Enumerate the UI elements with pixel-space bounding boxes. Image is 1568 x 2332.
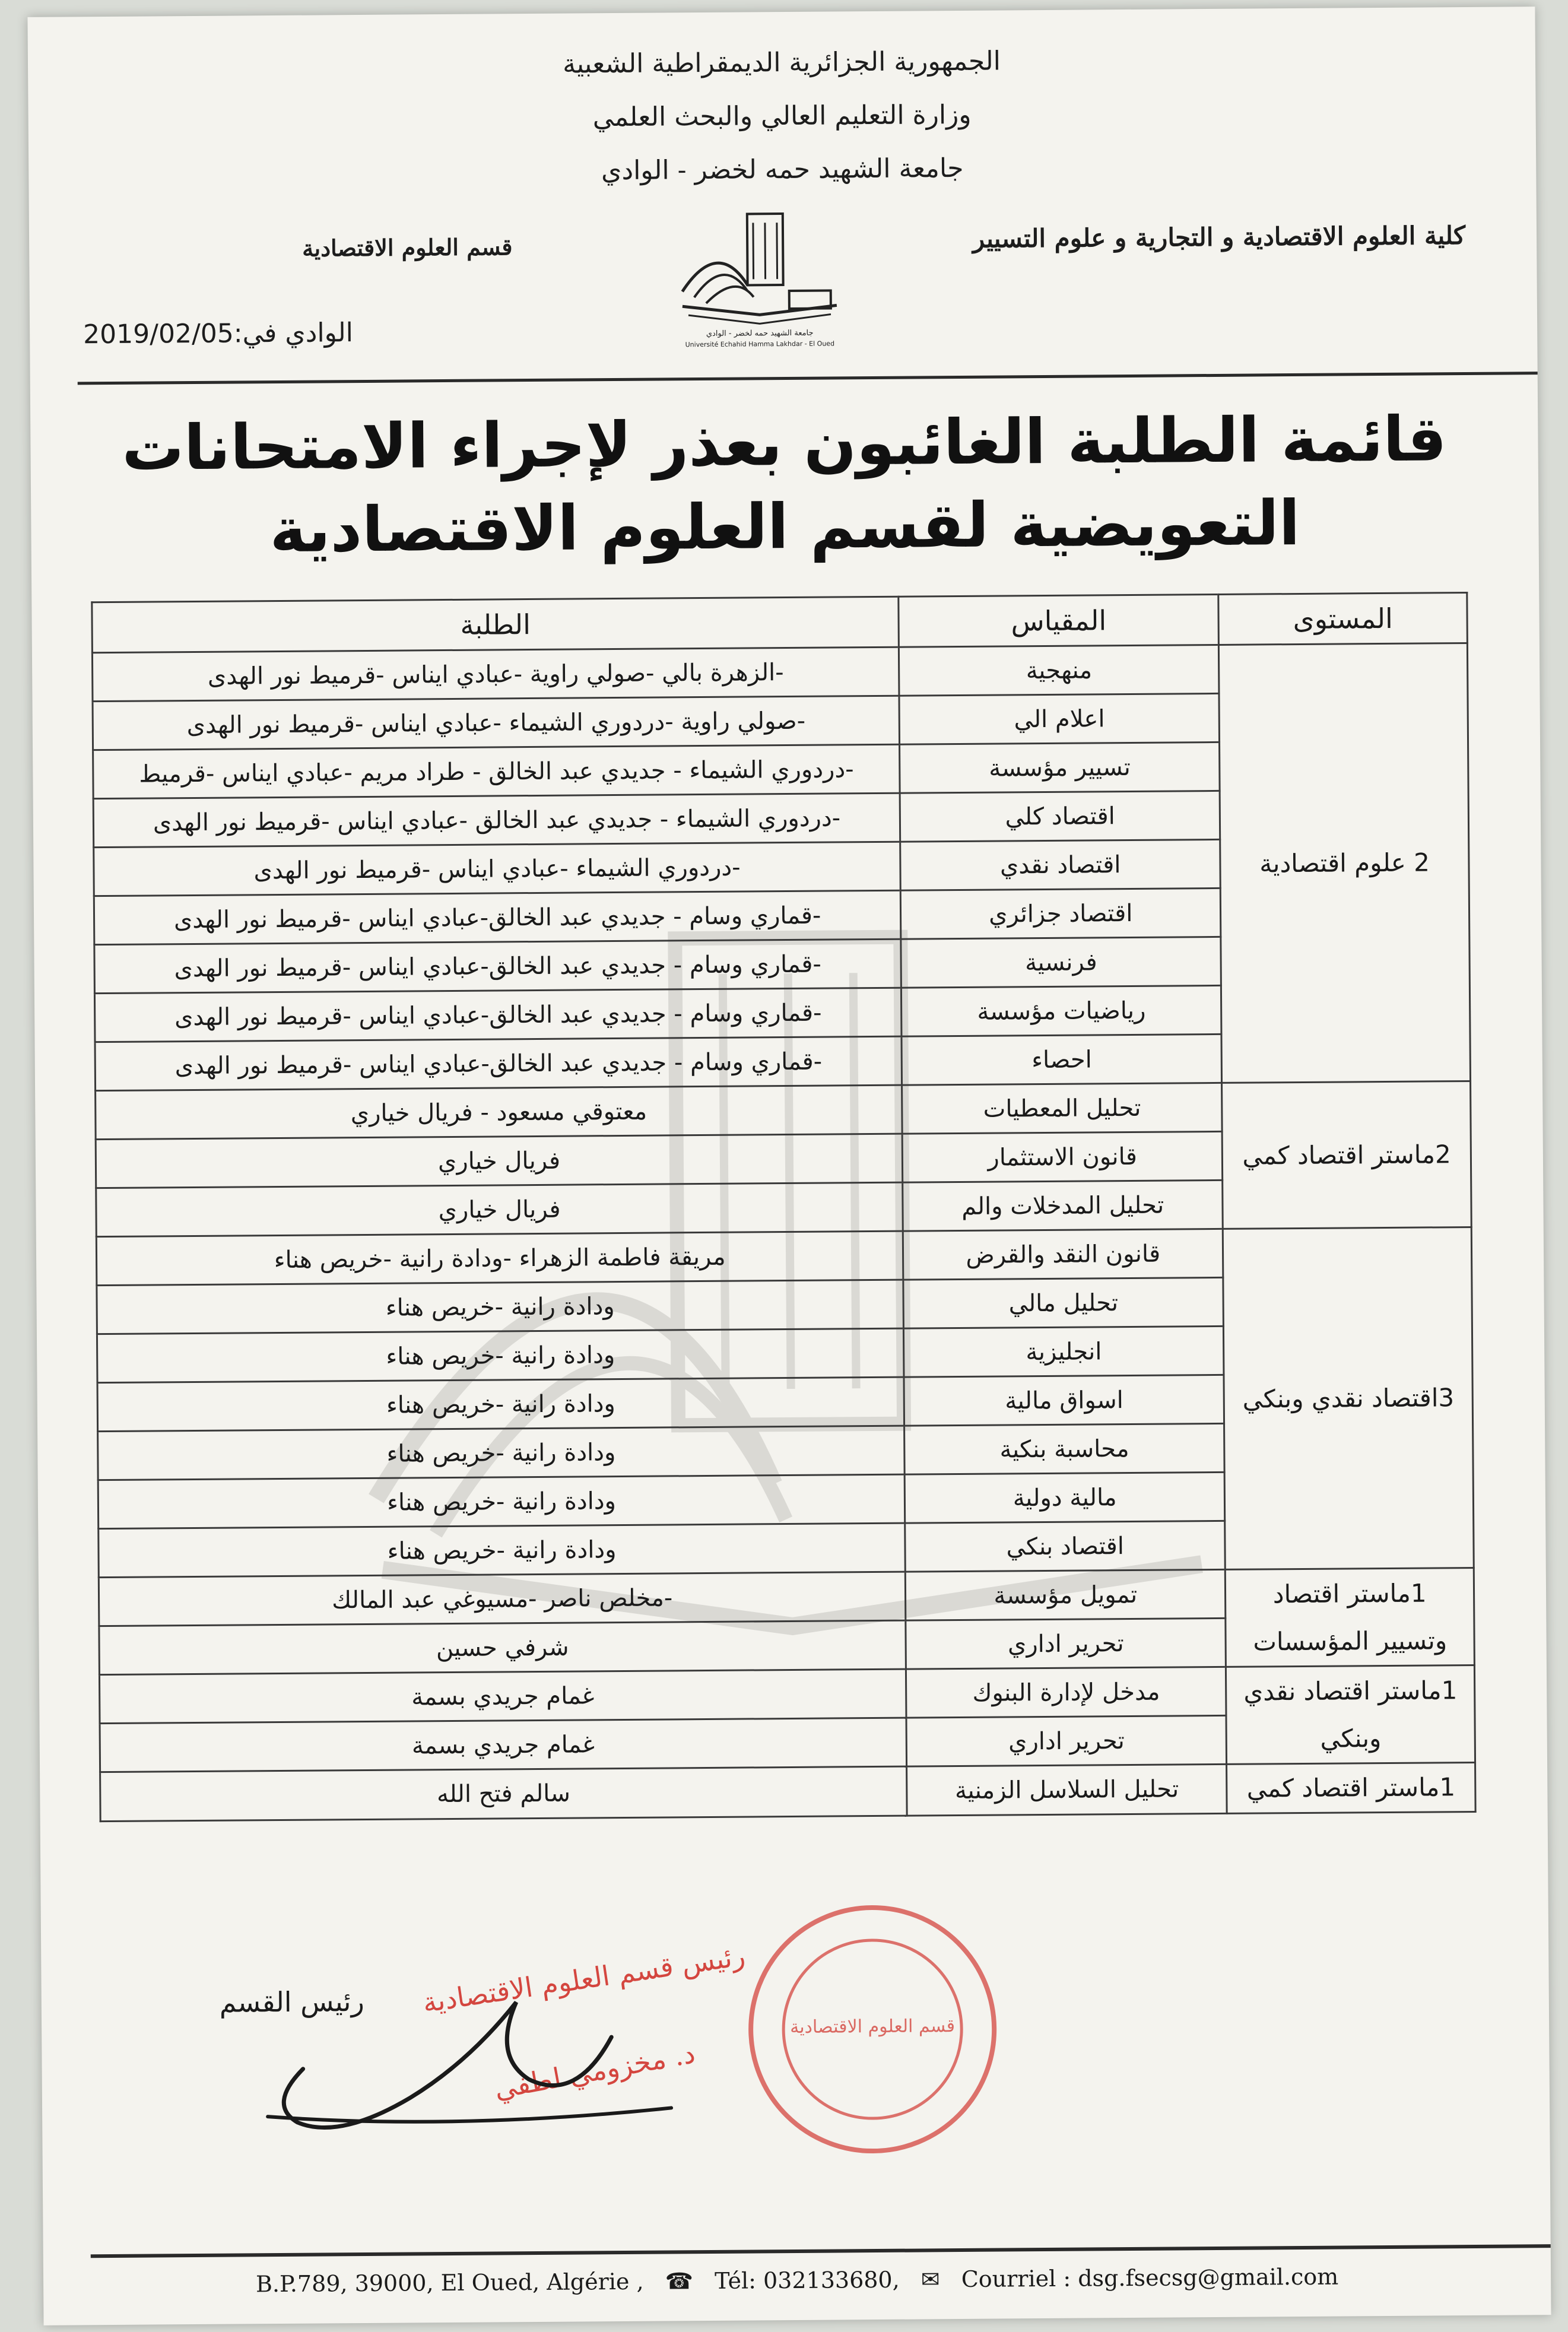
module-cell: تحليل مالي xyxy=(903,1277,1224,1328)
students-cell: ودادة رانية -خريص هناء xyxy=(99,1523,906,1577)
students-cell: معتوقي مسعود - فريال خياري xyxy=(96,1085,903,1139)
phone-icon: ☎ xyxy=(665,2268,694,2295)
level-cell: 1ماستر اقتصاد كمي xyxy=(1227,1762,1475,1813)
students-cell: فريال خياري xyxy=(96,1134,903,1188)
students-cell: -قماري وسام - جديدي عبد الخالق-عبادي ايناس -قرميط نور الهدى xyxy=(95,1036,902,1090)
module-cell: تحرير اداري xyxy=(906,1618,1226,1669)
students-cell: غمام جريدي بسمة xyxy=(99,1669,906,1723)
module-cell: اقتصاد نقدي xyxy=(900,839,1221,890)
round-stamp-text: قسم العلوم الاقتصادية xyxy=(790,2016,956,2038)
absent-students-table xyxy=(91,592,1476,1822)
module-cell: محاسبة بنكية xyxy=(904,1423,1225,1474)
footer-email: Courriel : dsg.fsecsg@gmail.com xyxy=(961,2263,1339,2293)
students-cell: -دردوري الشيماء - جديدي عبد الخالق -عبادي ايناس -قرميط نور الهدى xyxy=(93,793,900,847)
module-cell: منهجية xyxy=(899,645,1220,696)
table-row xyxy=(96,1081,1471,1139)
module-cell: اقتصاد كلي xyxy=(900,791,1220,842)
table-row xyxy=(92,643,1468,702)
header-faculty: كلية العلوم الاقتصادية و التجارية و علوم التسيير xyxy=(972,221,1466,253)
footer-rule xyxy=(91,2244,1551,2258)
table-row xyxy=(99,1665,1475,1723)
students-cell: مريقة فاطمة الزهراء -ودادة رانية -خريص هناء xyxy=(96,1231,903,1285)
footer-address: B.P.789, 39000, El Oued, Algérie , xyxy=(255,2268,644,2298)
module-cell: انجليزية xyxy=(904,1326,1224,1377)
module-cell: تسيير مؤسسة xyxy=(900,742,1220,793)
students-cell: فريال خياري xyxy=(96,1182,903,1236)
students-cell: -مخلص ناصر -مسيوغي عبد المالك xyxy=(99,1572,906,1626)
table-row xyxy=(99,1568,1474,1626)
module-cell: اسواق مالية xyxy=(904,1375,1224,1426)
module-cell: تحليل المعطيات xyxy=(902,1083,1223,1134)
header-department: قسم العلوم الاقتصادية xyxy=(302,233,513,262)
signature-title: رئيس القسم xyxy=(219,1985,364,2019)
level-cell: 1ماستر اقتصاد وتسيير المؤسسات xyxy=(1226,1568,1475,1667)
students-cell: -صولي راوية -دردوري الشيماء -عبادي ايناس -قرميط نور الهدى xyxy=(93,696,900,750)
module-cell: اعلام الي xyxy=(899,693,1220,744)
students-cell: ودادة رانية -خريص هناء xyxy=(97,1280,904,1334)
students-cell: شرفي حسين xyxy=(99,1620,906,1674)
level-cell: 3اقتصاد نقدي وبنكي xyxy=(1223,1227,1474,1569)
email-icon: ✉ xyxy=(921,2266,940,2293)
header-rule xyxy=(78,372,1538,385)
title-line-1: قائمة الطلبة الغائبون بعذر لإجراء الامتحانات xyxy=(122,402,1447,484)
level-cell: 1ماستر اقتصاد نقدي وبنكي xyxy=(1226,1665,1475,1764)
module-cell: قانون النقد والقرض xyxy=(903,1229,1223,1280)
students-cell: -قماري وسام - جديدي عبد الخالق-عبادي ايناس -قرميط نور الهدى xyxy=(94,988,902,1042)
module-cell: احصاء xyxy=(902,1034,1222,1085)
module-cell: تمويل مؤسسة xyxy=(905,1569,1226,1620)
table-header-row xyxy=(92,593,1468,653)
module-cell: تحليل السلاسل الزمنية xyxy=(907,1764,1227,1816)
document-page xyxy=(27,7,1551,2325)
table-row xyxy=(100,1762,1476,1821)
round-stamp xyxy=(741,1898,1004,2161)
module-cell: قانون الاستثمار xyxy=(902,1131,1223,1182)
students-cell: -قماري وسام - جديدي عبد الخالق-عبادي ايناس -قرميط نور الهدى xyxy=(94,939,902,993)
header-students: الطلبة xyxy=(92,597,899,652)
module-cell: اقتصاد جزائري xyxy=(900,888,1221,939)
module-cell: فرنسية xyxy=(901,937,1221,988)
students-cell: ودادة رانية -خريص هناء xyxy=(98,1426,905,1480)
module-cell: تحليل المدخلات والم xyxy=(903,1180,1223,1231)
stamp-title: رئيس قسم العلوم الاقتصادية xyxy=(420,1939,747,2019)
students-cell: -الزهرة بالي -صولي راوية -عبادي ايناس -قرميط نور الهدى xyxy=(92,647,899,701)
module-cell: مالية دولية xyxy=(904,1472,1225,1523)
module-cell: تحرير اداري xyxy=(906,1715,1227,1766)
stamp-name: د. مخزومي لطفي xyxy=(491,2036,698,2105)
header-module: المقياس xyxy=(899,594,1219,647)
title-line-2: التعويضية لقسم العلوم الاقتصادية xyxy=(269,486,1300,567)
module-cell: رياضيات مؤسسة xyxy=(902,985,1222,1036)
level-cell: 2 علوم اقتصادية xyxy=(1219,643,1471,1083)
students-cell: غمام جريدي بسمة xyxy=(100,1718,907,1772)
module-cell: اقتصاد بنكي xyxy=(905,1521,1226,1572)
document-date: الوادي في:2019/02/05 xyxy=(83,318,354,350)
header-university: جامعة الشهيد حمه لخضر - الوادي xyxy=(601,153,964,186)
footer-phone: Tél: 032133680, xyxy=(714,2266,900,2294)
university-logo xyxy=(670,201,849,351)
footer xyxy=(43,2262,1551,2299)
module-cell: مدخل لإدارة البنوك xyxy=(906,1667,1227,1718)
table-row xyxy=(96,1227,1472,1285)
students-cell: -دردوري الشيماء -عبادي ايناس -قرميط نور الهدى xyxy=(94,842,901,896)
students-cell: ودادة رانية -خريص هناء xyxy=(98,1474,905,1528)
header-level: المستوى xyxy=(1218,593,1467,645)
level-cell: 2ماستر اقتصاد كمي xyxy=(1222,1081,1471,1229)
students-cell: ودادة رانية -خريص هناء xyxy=(97,1377,904,1431)
students-cell: -قماري وسام - جديدي عبد الخالق-عبادي ايناس -قرميط نور الهدى xyxy=(94,890,901,944)
header-ministry: وزارة التعليم العالي والبحث العلمي xyxy=(592,99,972,133)
header-republic: الجمهورية الجزائرية الديمقراطية الشعبية xyxy=(562,46,1001,80)
students-cell: -دردوري الشيماء - جديدي عبد الخالق - طراد مريم -عبادي ايناس -قرميط xyxy=(93,744,900,798)
students-cell: سالم فتح الله xyxy=(100,1766,907,1821)
logo-caption: جامعة الشهيد حمه لخضر - الوادي xyxy=(706,328,814,338)
logo-caption-fr: Université Echahid Hamma Lakhdar - El Oued xyxy=(685,340,835,349)
students-cell: ودادة رانية -خريص هناء xyxy=(97,1328,904,1382)
